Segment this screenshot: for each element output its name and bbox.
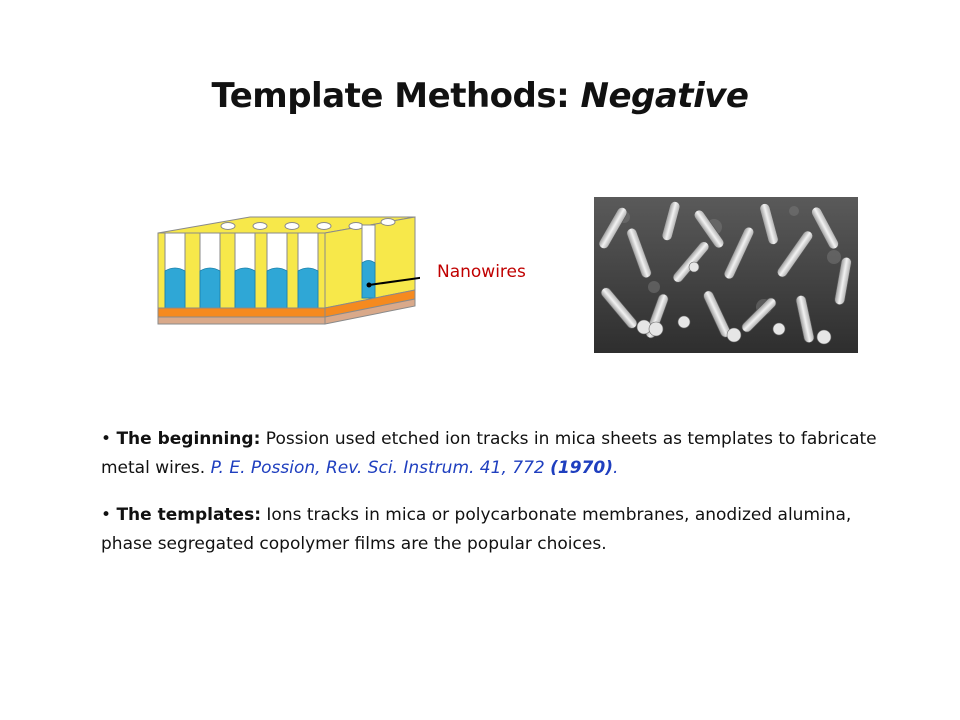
nanowire [165,268,185,308]
nanowire-tip [727,328,741,342]
sem-texture [789,206,799,216]
bullet-item [101,501,881,559]
nanowire-tip [689,262,699,272]
nanowire [362,261,375,299]
pore-opening [349,223,363,230]
nanowire-tip [649,322,663,336]
bullet-text: Ions tracks in mica or polycarbonate membranes, anodized alumina, phase segregated copolymer films are the popular choices. [101,505,852,554]
bullet-item [101,425,881,483]
metal-backing-layer [158,308,325,317]
pore-opening [381,219,395,226]
bullet-marker: • [101,429,112,449]
pore-opening [285,223,299,230]
pore-opening [221,223,235,230]
nanowire-tip [637,320,651,334]
bullet-list [101,425,881,577]
slide-title [0,76,960,116]
bullet-marker: • [101,505,112,525]
nanowire-pointer-dot [367,283,372,288]
reference-end: . [612,458,619,478]
sem-texture [648,281,660,293]
slide-title-main: Template Methods: [211,76,581,116]
nanowires-label: Nanowires [437,262,526,282]
nanowire [235,268,255,308]
substrate-layer [158,317,325,324]
nanowire [200,268,220,308]
sem-micrograph-nanowires-icon [594,197,858,353]
nanowire-tip [773,323,785,335]
nanowire-tip [678,316,690,328]
nanowire-tip [817,330,831,344]
nanowire [298,268,318,308]
reference-citation: P. E. Possion, Rev. Sci. Instrum. 41, 772 [210,458,551,478]
nanowire [267,268,287,308]
bullet-lead: The beginning: [116,429,261,449]
bullet-lead: The templates: [116,505,261,525]
pore-opening [253,223,267,230]
pore-opening [317,223,331,230]
reference-year: (1970) [550,458,613,478]
sem-texture [827,250,841,264]
slide-title-italic: Negative [580,76,749,116]
template-cross-section-diagram [150,205,420,330]
bullet-text: Possion used etched ion tracks in mica sheets as templates to fabricate metal wires. [101,429,877,478]
